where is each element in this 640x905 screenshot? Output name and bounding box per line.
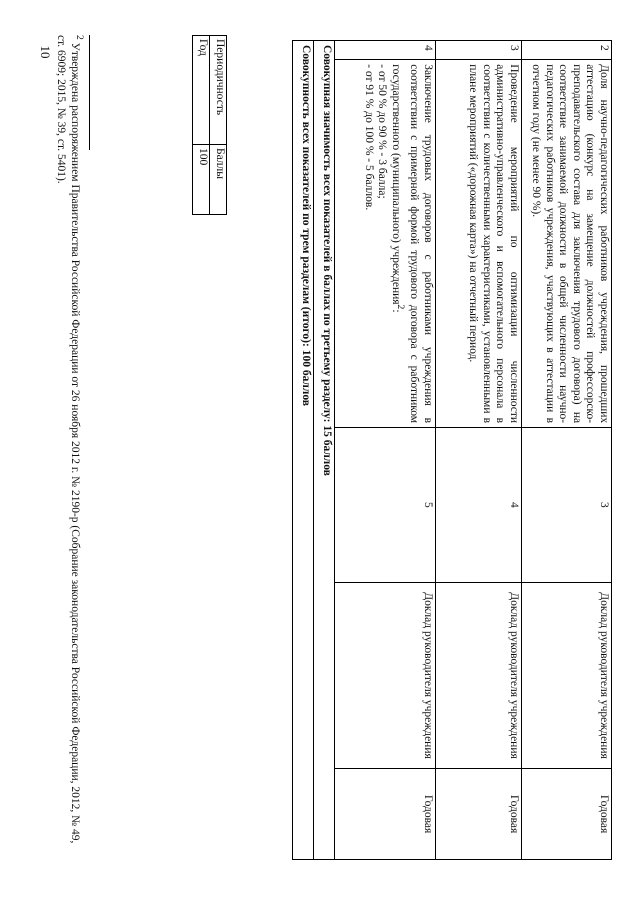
indicator-text: Доля научно-педагогических работников учреждения, прошедших аттестацию (конкурс на замещение должностей профессорско-преподавательского состава для заключения трудового договора) на соответствие занимаемой должности в общей численности научно-педагогических работников учреждения, участвующих в аттестации в отчетном году (не менее 90 %).: [522, 60, 612, 428]
period-cell: Годовая: [522, 769, 612, 860]
year-points: 100: [193, 145, 210, 215]
year-label: Год: [193, 36, 210, 145]
points-header: Баллы: [210, 145, 227, 215]
footnote-mark: 2: [74, 35, 85, 40]
table-row: [436, 41, 522, 860]
period-cell: Годовая: [436, 769, 522, 860]
footnote-ref: 2: [394, 304, 406, 310]
source-cell: Доклад руководителя учреждения: [522, 582, 612, 769]
period-cell: Годовая: [335, 769, 436, 860]
source-cell: Доклад руководителя учреждения: [335, 582, 436, 769]
points-cell: 4: [436, 428, 522, 583]
footnote: [54, 35, 86, 855]
row-number: 3: [436, 41, 522, 60]
table-row: [210, 36, 227, 215]
periodicity-header: Периодичность: [210, 36, 227, 145]
score-line: - от 91 % до 100 % - 5 баллов.: [362, 64, 375, 211]
indicators-table: [292, 40, 612, 860]
indicator-text: Заключение трудовых договоров с работниками учреждения в соответствии с примерной формой трудового договора с работником государственного (муниципального) учреждения$^2$: - от 50 % до 90 % - 3 балла; - от 91 % до 100 % - 5 баллов.: [335, 60, 436, 428]
footnote-text: Утверждена распоряжением Правительства Российской Федерации от 26 ноября 2012 г. № 2190-р (Собрание законодательства Российской Федерации, 2012, № 49, ст. 6909; 2015, № 39, ст. 5401).: [55, 35, 82, 844]
points-cell: 5: [335, 428, 436, 583]
footnote-separator: [89, 35, 90, 150]
periodicity-table: [192, 35, 227, 215]
points-cell: 3: [522, 428, 612, 583]
table-row: [193, 36, 210, 215]
table-row: [293, 41, 314, 860]
indicator-text: Проведение мероприятий по оптимизации численности административно-управленческого и вспомогательного персонала в соответствии с количественными характеристиками, установленными в плане мероприятий («дорожная карта») на отчетный период.: [436, 60, 522, 428]
page-number: 10: [38, 45, 53, 59]
total-summary: Совокупность всех показателей по трем разделам (итого): 100 баллов: [293, 41, 314, 860]
section-summary: Совокупная значимость всех показателей в баллах по третьему разделу: 15 баллов: [314, 41, 335, 860]
table-row: [335, 41, 436, 860]
row-number: 2: [522, 41, 612, 60]
score-line: - от 50 % до 90 % - 3 балла;: [376, 64, 389, 199]
row-number: 4: [335, 41, 436, 60]
source-cell: Доклад руководителя учреждения: [436, 582, 522, 769]
table-row: [522, 41, 612, 860]
table-row: [314, 41, 335, 860]
rotated-page-content: [52, 35, 612, 900]
